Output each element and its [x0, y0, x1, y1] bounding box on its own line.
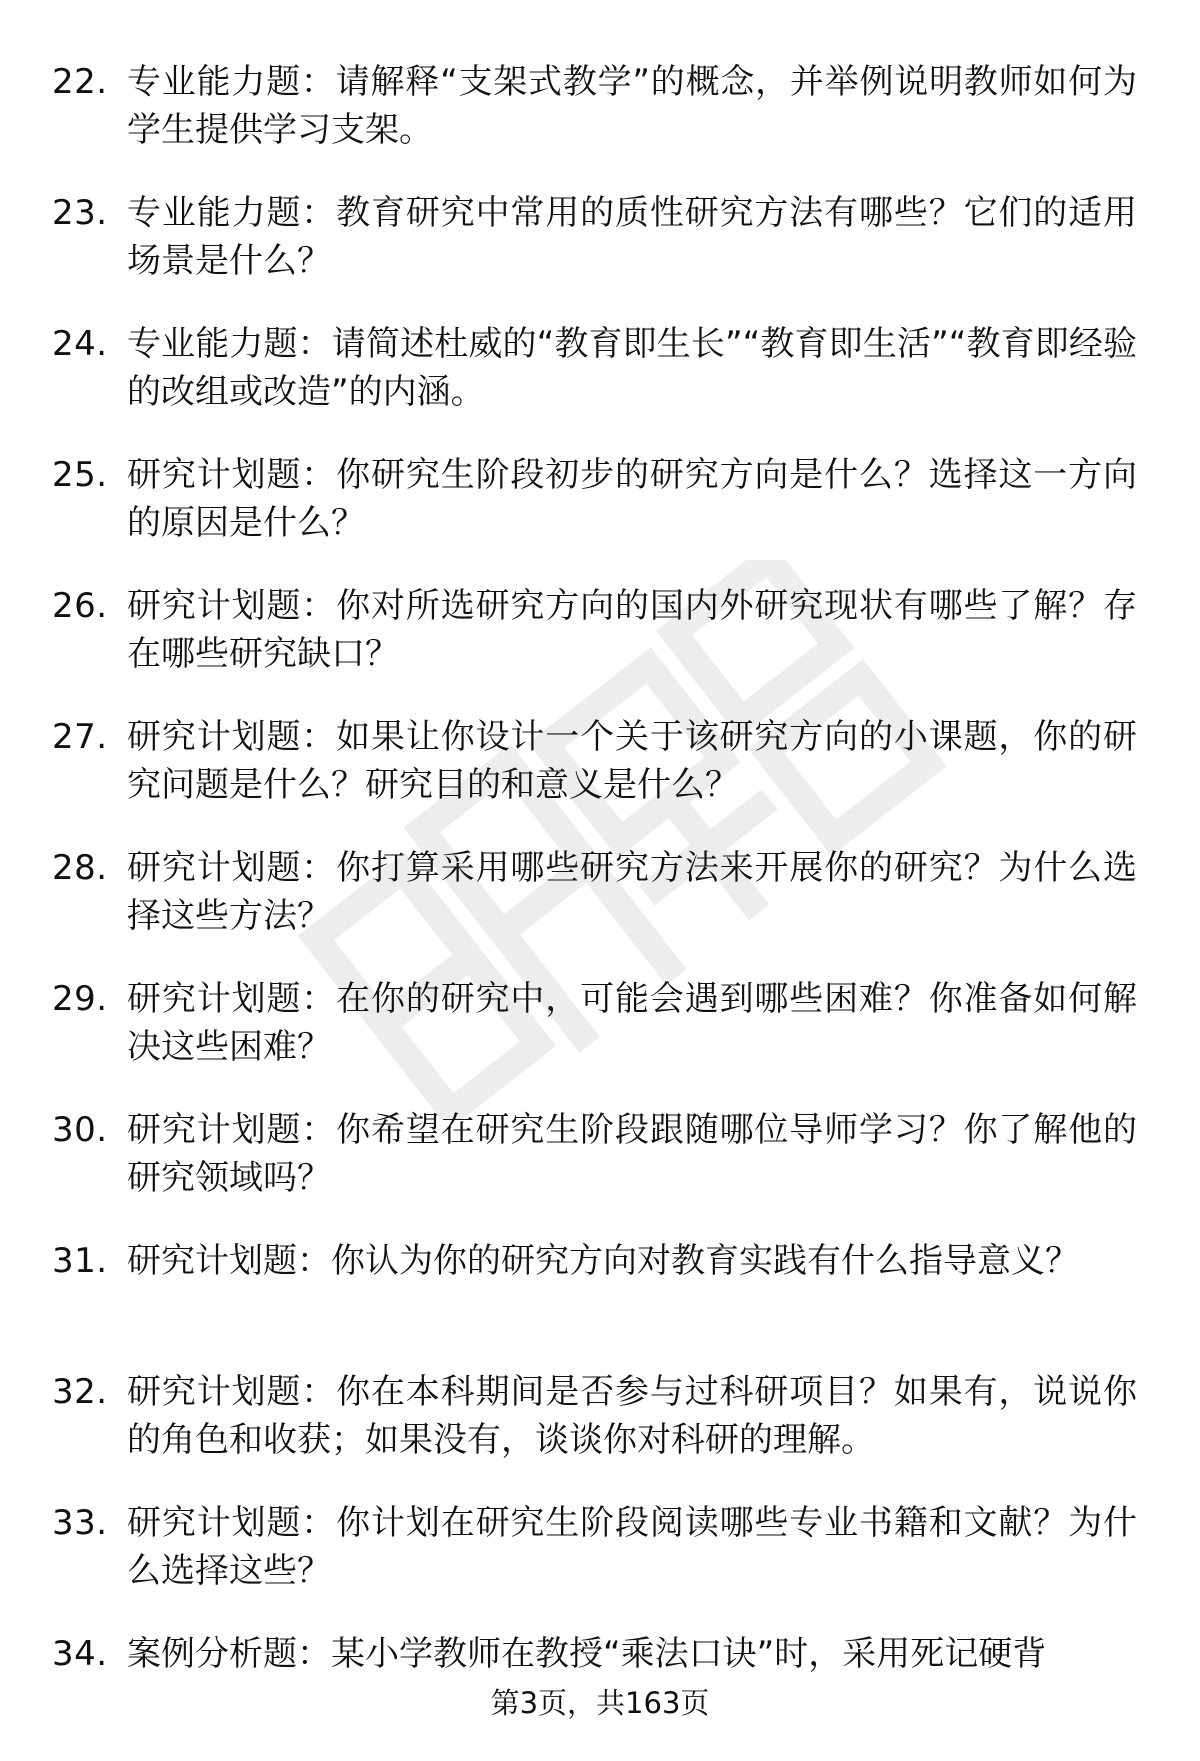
list-item: [0, 975, 1200, 1106]
question-text: 专业能力题：请简述杜威的“教育即生长”“教育即生活”“教育即经验的改组或改造”的内涵。: [127, 324, 1137, 412]
list-item: [0, 582, 1200, 713]
question-text: 研究计划题：你希望在研究生阶段跟随哪位导师学习？你了解他的研究领域吗？: [127, 1110, 1137, 1198]
question-number: 34.: [52, 1634, 108, 1674]
list-item: [0, 713, 1200, 844]
list-item: [0, 189, 1200, 320]
question-number: 29.: [52, 979, 108, 1019]
list-item: [0, 844, 1200, 975]
question-number: 31.: [52, 1241, 108, 1281]
question-text: 研究计划题：你对所选研究方向的国内外研究现状有哪些了解？存在哪些研究缺口？: [127, 586, 1137, 674]
question-number: 32.: [52, 1372, 108, 1412]
question-number: 28.: [52, 848, 108, 888]
question-number: 22.: [52, 62, 108, 102]
question-text: 案例分析题：某小学教师在教授“乘法口诀”时，采用死记硬背: [127, 1634, 1047, 1674]
question-number: 27.: [52, 717, 108, 757]
question-number: 33.: [52, 1503, 108, 1543]
question-number: 24.: [52, 324, 108, 364]
list-item: [0, 1106, 1200, 1237]
list-item: [0, 451, 1200, 582]
question-text: 研究计划题：在你的研究中，可能会遇到哪些困难？你准备如何解决这些困难？: [127, 979, 1137, 1067]
question-number: 25.: [52, 455, 108, 495]
question-text: 研究计划题：你认为你的研究方向对教育实践有什么指导意义？: [127, 1241, 1079, 1281]
question-number: 30.: [52, 1110, 108, 1150]
list-item: [0, 1499, 1200, 1630]
list-item: [0, 58, 1200, 189]
question-text: 研究计划题：你计划在研究生阶段阅读哪些专业书籍和文献？为什么选择这些？: [127, 1503, 1137, 1591]
question-text: 研究计划题：你在本科期间是否参与过科研项目？如果有，说说你的角色和收获；如果没有，谈谈你对科研的理解。: [127, 1372, 1137, 1460]
question-text: 研究计划题：你打算采用哪些研究方法来开展你的研究？为什么选择这些方法？: [127, 848, 1137, 936]
question-number: 23.: [52, 193, 108, 233]
list-item: [0, 1237, 1200, 1368]
list-item: [0, 1368, 1200, 1499]
question-number: 26.: [52, 586, 108, 626]
list-item: [0, 320, 1200, 451]
question-list: [0, 58, 1200, 1761]
question-text: 研究计划题：如果让你设计一个关于该研究方向的小课题，你的研究问题是什么？研究目的和意义是什么？: [127, 717, 1137, 805]
page-number-footer: 第3页，共163页: [490, 1686, 710, 1720]
question-text: 专业能力题：请解释“支架式教学”的概念，并举例说明教师如何为学生提供学习支架。: [127, 62, 1137, 150]
question-text: 专业能力题：教育研究中常用的质性研究方法有哪些？它们的适用场景是什么？: [127, 193, 1137, 281]
question-text: 研究计划题：你研究生阶段初步的研究方向是什么？选择这一方向的原因是什么？: [127, 455, 1137, 543]
